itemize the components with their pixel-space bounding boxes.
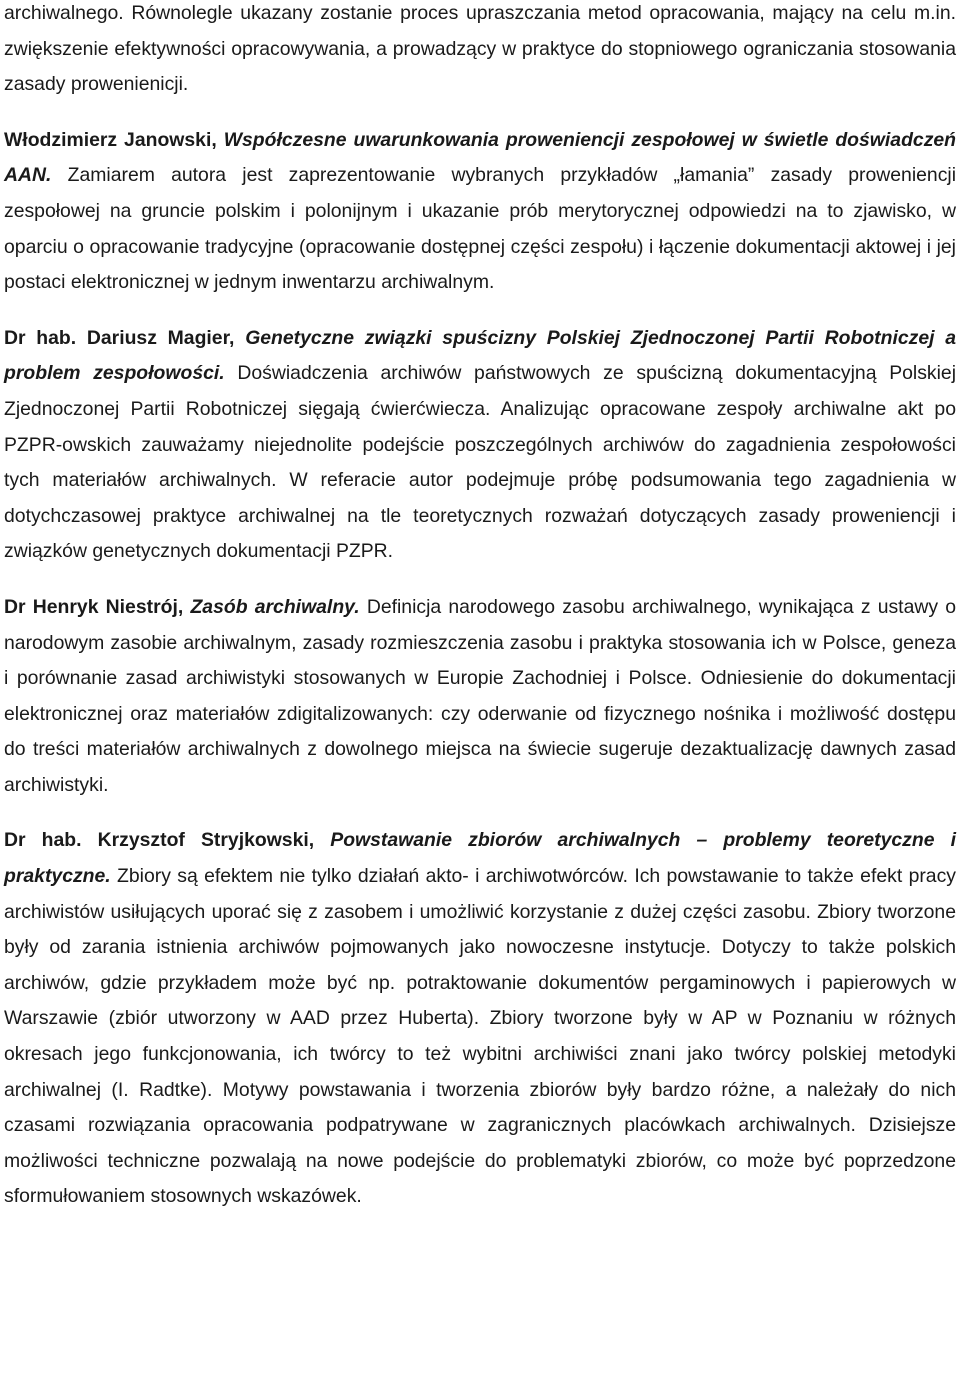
paragraph-gap (4, 570, 956, 590)
document-page (4, 0, 956, 1215)
entry-title: Powstawanie zbiorów archiwalnych – problemy teoretyczne i praktyczne. (4, 829, 956, 888)
entry-title: Genetyczne związki spuścizny Polskiej Zjednoczonej Partii Robotniczej a problem zespołowości. (4, 326, 957, 385)
paragraph-gap (4, 301, 956, 321)
entry-magier (4, 321, 956, 570)
entry-body: Zbiory są efektem nie tylko działań akto- i archiwotwórców. Ich powstawanie to także efekt pracy archiwistów usiłujących uporać się z zasobem i umożliwić korzystanie z dużej części zasobu. Zbiory tworzone były od zarania istnienia archiwów pojmowanych jako nowoczesne instytucje. Dotyczy to także polskich archiwów, gdzie przykładem może być np. potraktowanie dokumentów pergaminowych i papierowych w Warszawie (zbiór utworzony w AAD przez Huberta). Zbiory tworzone były w AP w Poznaniu w różnych okresach jego funkcjonowania, ich twórcy to też wybitni archiwiści znani jako twórcy polskiej metodyki archiwalnej (I. Radtke). Motywy powstawania i tworzenia zbiorów były bardzo różne, a należały do nich czasami rozwiązania opracowania podpatrywane w zagranicznych placówkach archiwalnych. Dzisiejsze możliwości techniczne pozwalają na nowe podejście do problematyki zbiorów, co może być poprzedzone sformułowaniem stosownych wskazówek. (4, 865, 956, 1208)
entry-stryjkowski (4, 823, 956, 1215)
entry-title: Zasób archiwalny. (190, 595, 360, 618)
entry-body: Definicja narodowego zasobu archiwalnego, wynikająca z ustawy o narodowym zasobie archiwalnym, zasady rozmieszczenia zasobu i praktyka stosowania ich w Polsce, geneza i porównanie zasad archiwistyki stosowanych w Europie Zachodniej i Polsce. Odniesienie do dokumentacji elektronicznej oraz materiałów zdigitalizowanych: czy oderwanie od fizycznego nośnika i możliwość dostępu do treści materiałów archiwalnych z dowolnego miejsca na świecie sugeruje dezaktualizację dawnych zasad archiwistyki. (4, 595, 957, 796)
entry-janowski (4, 123, 956, 301)
entry-author: Dr hab. Dariusz Magier, (4, 326, 235, 349)
entry-niestroj (4, 590, 956, 804)
entry-title: Współczesne uwarunkowania proweniencji zespołowej w świetle doświadczeń AAN. (4, 128, 957, 187)
entry-author: Dr Henryk Niestrój, (4, 595, 184, 618)
intro-text: archiwalnego. Równolegle ukazany zostanie proces upraszczania metod opracowania, mający na celu m.in. zwiększenie efektywności opracowywania, a prowadzący w praktyce do stopniowego ograniczania stosowania zasady prowenienicji. (4, 2, 956, 96)
entry-author: Włodzimierz Janowski, (4, 128, 217, 151)
paragraph-gap (4, 803, 956, 823)
entry-body: Doświadczenia archiwów państwowych ze spuścizną dokumentacyjną Polskiej Zjednoczonej Partii Robotniczej sięgają ćwierćwiecza. Analizując opracowane zespoły archiwalne akt po PZPR-owskich zauważamy niejednolite podejście poszczególnych archiwów do zagadnienia zespołowości tych materiałów archiwalnych. W referacie autor podejmuje próbę podsumowania tego zagadnienia w dotychczasowej praktyce archiwalnej na tle teoretycznych rozważań dotyczących zasady proweniencji i związków genetycznych dokumentacji PZPR. (4, 362, 957, 563)
entry-author: Dr hab. Krzysztof Stryjkowski, (4, 829, 315, 852)
paragraph-gap (4, 103, 956, 123)
entry-body: Zamiarem autora jest zaprezentowanie wybranych przykładów „łamania” zasady proweniencji zespołowej na gruncie polskim i polonijnym i ukazanie prób merytorycznej odpowiedzi na to zjawisko, w oparciu o opracowanie tradycyjne (opracowanie dostępnej części zespołu) i łączenie dokumentacji aktowej i jej postaci elektronicznej w jednym inwentarzu archiwalnym. (4, 164, 957, 294)
intro-paragraph (4, 0, 956, 103)
